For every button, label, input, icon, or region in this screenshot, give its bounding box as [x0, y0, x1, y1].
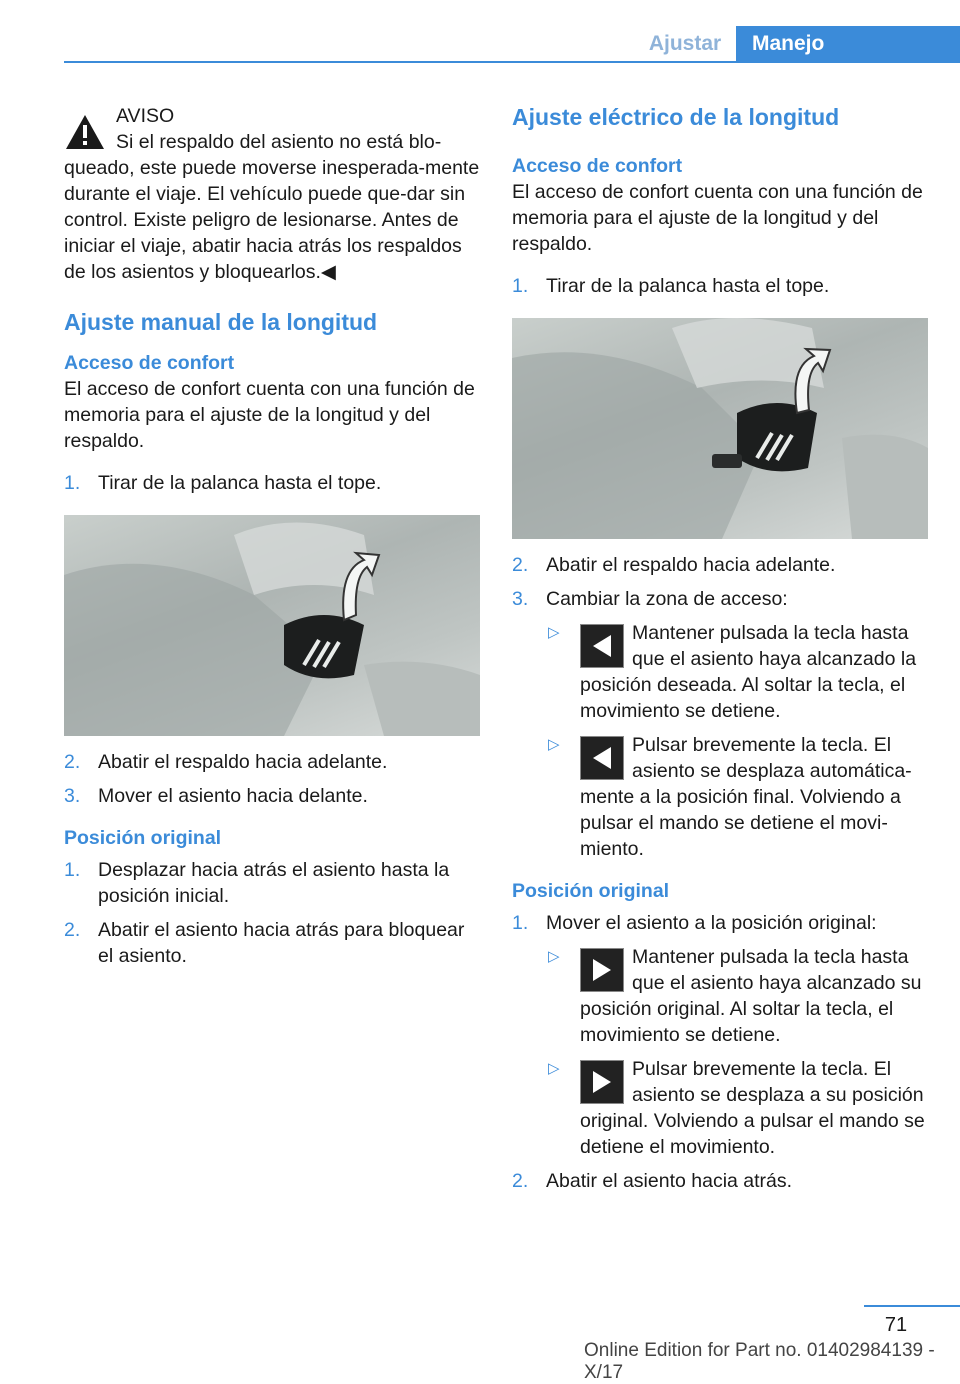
step-number: 1. — [512, 275, 529, 297]
step-text: Abatir el asiento hacia atrás para bloquear el asiento. — [98, 919, 465, 967]
step-text: Tirar de la palanca hasta el tope. — [98, 472, 382, 494]
edition-line: Online Edition for Part no. 01402984139 - X/17 — [584, 1340, 935, 1383]
step-text: Mover el asiento a la posición original: — [546, 912, 877, 934]
step-number: 1. — [512, 912, 529, 934]
header-rule — [64, 61, 960, 63]
step-number: 2. — [512, 554, 529, 576]
arrow-right-button-icon — [580, 1060, 624, 1104]
seat-lever-photo-left — [64, 515, 480, 736]
step-text: Cambiar la zona de acceso: — [546, 588, 788, 610]
comfort-text-right: El acceso de confort cuenta con una función de memoria para el ajuste de la longitud y del respaldo. — [512, 181, 923, 255]
step-number: 2. — [64, 919, 81, 941]
list-item — [512, 586, 928, 612]
list-item — [512, 273, 928, 299]
step-number: 3. — [64, 785, 81, 807]
page-number: 71 — [884, 1314, 908, 1336]
list-item — [512, 1168, 928, 1194]
sub-text: mente a la posición final. Volviendo a pulsar el mando se detiene el movi-miento. — [580, 786, 901, 860]
step-number: 3. — [512, 588, 529, 610]
comfort-title-left: Acceso de confort — [64, 352, 235, 374]
left-column — [64, 100, 480, 969]
warning-triangle-icon — [64, 113, 106, 151]
step-text: Abatir el asiento hacia atrás. — [546, 1170, 793, 1192]
original-title-right: Posición original — [512, 880, 670, 902]
triangle-bullet-icon: ▷ — [548, 624, 560, 641]
sub-text: original. Volviendo a pulsar el mando se detiene el movimiento. — [580, 1110, 925, 1158]
list-item — [64, 749, 480, 775]
triangle-bullet-icon: ▷ — [548, 736, 560, 753]
electric-section-title: Ajuste eléctrico de la longitud — [512, 104, 840, 130]
sub-text-line: Pulsar brevemente la tecla. El — [632, 1058, 892, 1080]
list-item — [64, 857, 480, 909]
tab-manejo[interactable]: Manejo — [736, 26, 960, 63]
step-number: 1. — [64, 472, 81, 494]
sub-text-line: que el asiento haya alcanzado su — [632, 972, 922, 994]
manual-section-title: Ajuste manual de la longitud — [64, 309, 378, 335]
warning-text: queado, este puede moverse inesperada-mente durante el viaje. El vehículo puede que-dar sin control. Existe peligro de lesionarse. Antes de iniciar el viaje, abatir hacia atrás los respaldos de los asientos y bloquearlos.◀ — [64, 157, 480, 283]
step-text: Abatir el respaldo hacia adelante. — [546, 554, 836, 576]
triangle-bullet-icon: ▷ — [548, 948, 560, 965]
original-title-left: Posición original — [64, 827, 222, 849]
warning-title: AVISO — [116, 105, 175, 127]
list-item — [64, 470, 480, 496]
list-item — [64, 783, 480, 809]
warning-text-first: Si el respaldo del asiento no está blo- — [116, 131, 442, 153]
arrow-left-button-icon — [580, 624, 624, 668]
step-number: 2. — [512, 1170, 529, 1192]
comfort-title-right: Acceso de confort — [512, 155, 683, 177]
triangle-bullet-icon: ▷ — [548, 1060, 560, 1077]
tab-ajustar[interactable]: Ajustar — [648, 32, 722, 55]
sub-item — [512, 620, 928, 724]
list-item — [64, 917, 480, 969]
sub-item — [512, 732, 928, 862]
sub-text-line: Mantener pulsada la tecla hasta — [632, 622, 909, 644]
seat-lever-photo-right — [512, 318, 928, 539]
sub-text-line: Mantener pulsada la tecla hasta — [632, 946, 909, 968]
step-text: Mover el asiento hacia delante. — [98, 785, 368, 807]
sub-text: posición original. Al soltar la tecla, el movimiento se detiene. — [580, 998, 894, 1046]
footer-rule — [864, 1305, 960, 1307]
list-item — [512, 552, 928, 578]
right-column — [512, 100, 928, 1194]
step-text: Tirar de la palanca hasta el tope. — [546, 275, 830, 297]
sub-item — [512, 1056, 928, 1160]
arrow-left-button-icon — [580, 736, 624, 780]
sub-text-line: asiento se desplaza automática- — [632, 760, 912, 782]
sub-text: posición deseada. Al soltar la tecla, el movimiento se detiene. — [580, 674, 906, 722]
arrow-right-button-icon — [580, 948, 624, 992]
step-number: 2. — [64, 751, 81, 773]
sub-item — [512, 944, 928, 1048]
step-number: 1. — [64, 859, 81, 881]
list-item — [512, 910, 928, 936]
sub-text-line: que el asiento haya alcanzado la — [632, 648, 917, 670]
comfort-text-left: El acceso de confort cuenta con una función de memoria para el ajuste de la longitud y del respaldo. — [64, 378, 475, 452]
sub-text-line: Pulsar brevemente la tecla. El — [632, 734, 892, 756]
warning-block — [64, 103, 480, 285]
step-text: Desplazar hacia atrás el asiento hasta la posición inicial. — [98, 859, 450, 907]
step-text: Abatir el respaldo hacia adelante. — [98, 751, 388, 773]
sub-text-line: asiento se desplaza a su posición — [632, 1084, 924, 1106]
